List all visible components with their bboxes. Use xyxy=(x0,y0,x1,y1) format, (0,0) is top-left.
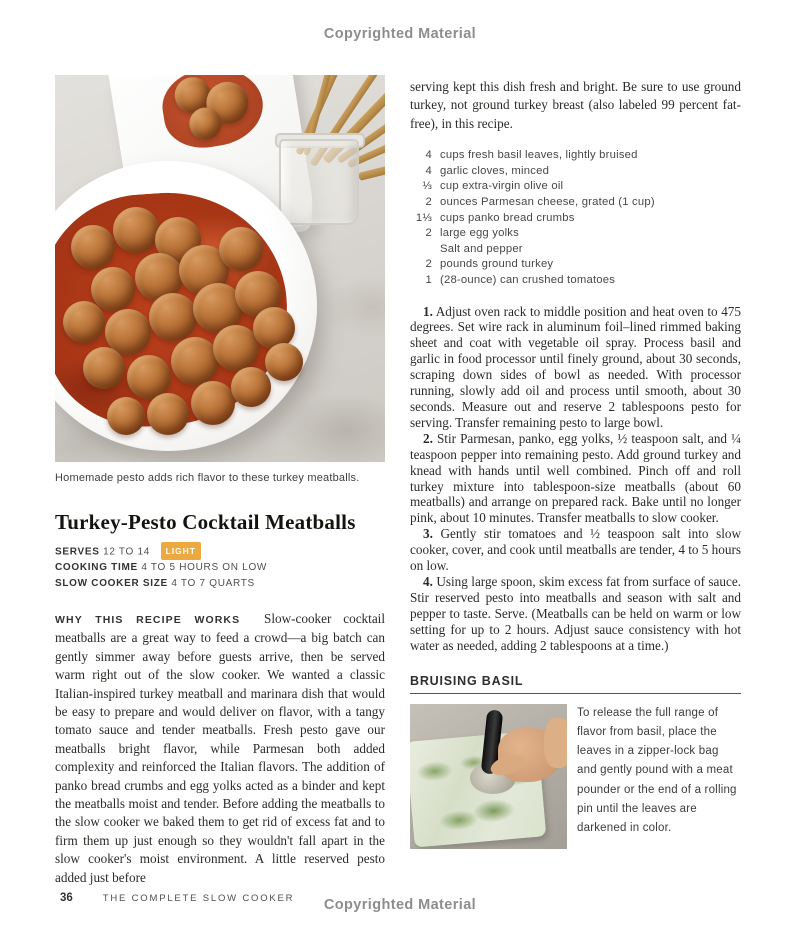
why-label: WHY THIS RECIPE WORKS xyxy=(55,614,241,626)
recipe-title: Turkey-Pesto Cocktail Meatballs xyxy=(55,510,356,534)
meatball-shape xyxy=(113,207,159,253)
why-text: Slow-cooker cocktail meatballs are a great way to feed a crowd—a big batch can gently simmer away before guests arrive, then be served warm right out of the slow cooker. We wanted a classic Italian-inspired turkey meatball and marinara dish that would be easy to prepare and would deliver on flavor, with a tangy tomato sauce and tender meatballs. Fresh pesto gave our meatballs bright flavor, while Parmesan both added complexity and reinforced the Italian flavors. The addition of panko bread crumbs and egg yolks acted as a binder and kept the meatballs moist and tender. Before adding the meatballs to the slow cooker we baked them to get rid of excess fat and to firm them up just enough so they wouldn't fall apart in the slow cooker's moist environment. A little reserved pesto added just before xyxy=(55,611,385,885)
ingredient-row xyxy=(410,273,741,289)
sidebar-text: To release the full range of flavor from basil, place the leaves in a zipper-lock bag and gently pound with a meat pounder or the end of a rolling pin until the leaves are darkened in color. xyxy=(577,706,737,835)
instruction-steps xyxy=(410,304,741,654)
why-this-recipe-works xyxy=(55,610,385,887)
meatball-shape xyxy=(71,225,115,269)
ingredient-name: (28-ounce) can crushed tomatoes xyxy=(440,273,616,286)
ingredient-name: garlic cloves, minced xyxy=(440,164,550,177)
meatball-shape xyxy=(265,343,303,381)
ingredient-name: cups panko bread crumbs xyxy=(440,211,575,224)
ingredient-name: ounces Parmesan cheese, grated (1 cup) xyxy=(440,196,655,208)
cooker-size-label: SLOW COOKER SIZE xyxy=(55,577,168,589)
step-number: 2. xyxy=(423,430,433,446)
serves-label: SERVES xyxy=(55,546,100,558)
ingredient-row xyxy=(410,195,741,211)
right-column xyxy=(410,70,741,849)
cooker-size-value: 4 TO 7 QUARTS xyxy=(171,577,255,589)
ingredient-list xyxy=(410,148,741,288)
ingredient-name: cups fresh basil leaves, lightly bruised xyxy=(440,149,638,162)
cooking-time-row xyxy=(55,560,385,576)
ingredient-name: large egg yolks xyxy=(440,227,519,240)
ingredient-quantity: 2 xyxy=(425,258,432,271)
meatball-shape xyxy=(149,293,197,341)
cooking-time-value: 4 TO 5 HOURS ON LOW xyxy=(141,562,268,573)
ingredient-quantity: 4 xyxy=(425,149,432,162)
ingredient-quantity: 4 xyxy=(425,164,432,177)
ingredient-row xyxy=(410,211,741,227)
page-number: 36 xyxy=(60,892,73,904)
sidebar-rule xyxy=(410,693,741,694)
ingredient-row xyxy=(410,226,741,242)
ingredient-row xyxy=(410,242,741,258)
meatball-shape xyxy=(231,367,271,407)
ingredient-quantity: 1 xyxy=(425,273,432,286)
sidebar-heading: BRUISING BASIL xyxy=(410,673,524,688)
meatball-shape xyxy=(191,381,235,425)
ingredient-row xyxy=(410,164,741,180)
meatball-shape xyxy=(213,325,259,371)
ingredient-name: Salt and pepper xyxy=(440,242,523,255)
photo-caption: Homemade pesto adds rich flavor to these turkey meatballs. xyxy=(55,472,360,484)
step-number: 3. xyxy=(423,526,433,542)
step-number: 4. xyxy=(423,573,433,589)
cooker-size-row xyxy=(55,576,385,592)
ingredient-quantity: 2 xyxy=(425,196,432,208)
meatball-shape xyxy=(147,393,189,435)
recipe-meta xyxy=(55,542,385,591)
ingredient-row xyxy=(410,257,741,273)
ingredient-row xyxy=(410,148,741,164)
copyright-notice-bottom: Copyrighted Material xyxy=(323,897,477,913)
wrist-shape xyxy=(544,718,567,768)
recipe-step: 2. Stir Parmesan, panko, egg yolks, ½ teaspoon salt, and ¼ teaspoon pepper into remaining pesto. Add ground turkey and knead with hands until well combined. Pinch off and roll turkey mixture into tablespoon-size meatballs (about 60 meatballs) and arrange on prepared rack. Bake until no longer pink, about 10 minutes. Transfer meatballs to slow cooker. xyxy=(410,430,741,526)
recipe-step: 3. Gently stir tomatoes and ½ teaspoon salt into slow cooker, cover, and cook until meatballs are tender, 4 to 5 hours on low. xyxy=(410,526,741,574)
meatball-shape xyxy=(171,337,219,385)
bruising-basil-photo xyxy=(410,704,567,849)
cooking-time-label: COOKING TIME xyxy=(55,562,138,573)
ingredient-name: cup extra-virgin olive oil xyxy=(440,180,564,193)
recipe-step: 4. Using large spoon, skim excess fat from surface of sauce. Stir reserved pesto into meatballs and season with salt and pepper to taste. Serve. (Meatballs can be held on warm or low setting for up to 2 hours. Adjust sauce consistency with hot water as needed, adding 2 tablespoons at a time.) xyxy=(410,573,741,653)
ingredient-row xyxy=(410,179,741,195)
sidebar-body xyxy=(410,704,741,849)
glass-jar-shape xyxy=(279,139,359,225)
meatball-shape xyxy=(63,301,105,343)
ingredient-quantity xyxy=(410,242,432,258)
serves-value: 12 TO 14 xyxy=(103,546,151,558)
book-title: THE COMPLETE SLOW COOKER xyxy=(102,893,295,904)
ingredient-quantity: ⅓ xyxy=(422,180,432,193)
meatball-shape xyxy=(219,227,263,271)
left-column xyxy=(55,75,385,900)
meatball-shape xyxy=(83,347,125,389)
bruising-basil-sidebar xyxy=(410,674,741,849)
ingredient-name: pounds ground turkey xyxy=(440,258,554,271)
meatball-shape xyxy=(91,267,135,311)
ingredient-quantity: 1⅓ xyxy=(415,211,432,224)
light-badge: LIGHT xyxy=(161,542,202,560)
recipe-step: 1. Adjust oven rack to middle position and heat oven to 475 degrees. Set wire rack in aluminum foil–lined rimmed baking sheet and coat with vegetable oil spray. Process basil and garlic in food processor until finely ground, about 30 seconds, scraping down sides of bowl as needed. With processor running, slowly add oil and process until smooth, about 30 seconds. Measure out and reserve 2 tablespoons pesto for serving. Transfer remaining pesto to large bowl. xyxy=(410,303,741,430)
step-number: 1. xyxy=(423,303,433,319)
intro-continuation: serving kept this dish fresh and bright. Be sure to use ground turkey, not ground turkey breast (also labeled 99 percent fat-free), in this recipe. xyxy=(410,79,741,131)
copyright-notice-top: Copyrighted Material xyxy=(323,26,477,42)
meatballs-photo xyxy=(55,75,385,462)
meatball-shape xyxy=(107,397,145,435)
ingredient-quantity: 2 xyxy=(425,227,432,240)
serves-row xyxy=(55,542,385,560)
